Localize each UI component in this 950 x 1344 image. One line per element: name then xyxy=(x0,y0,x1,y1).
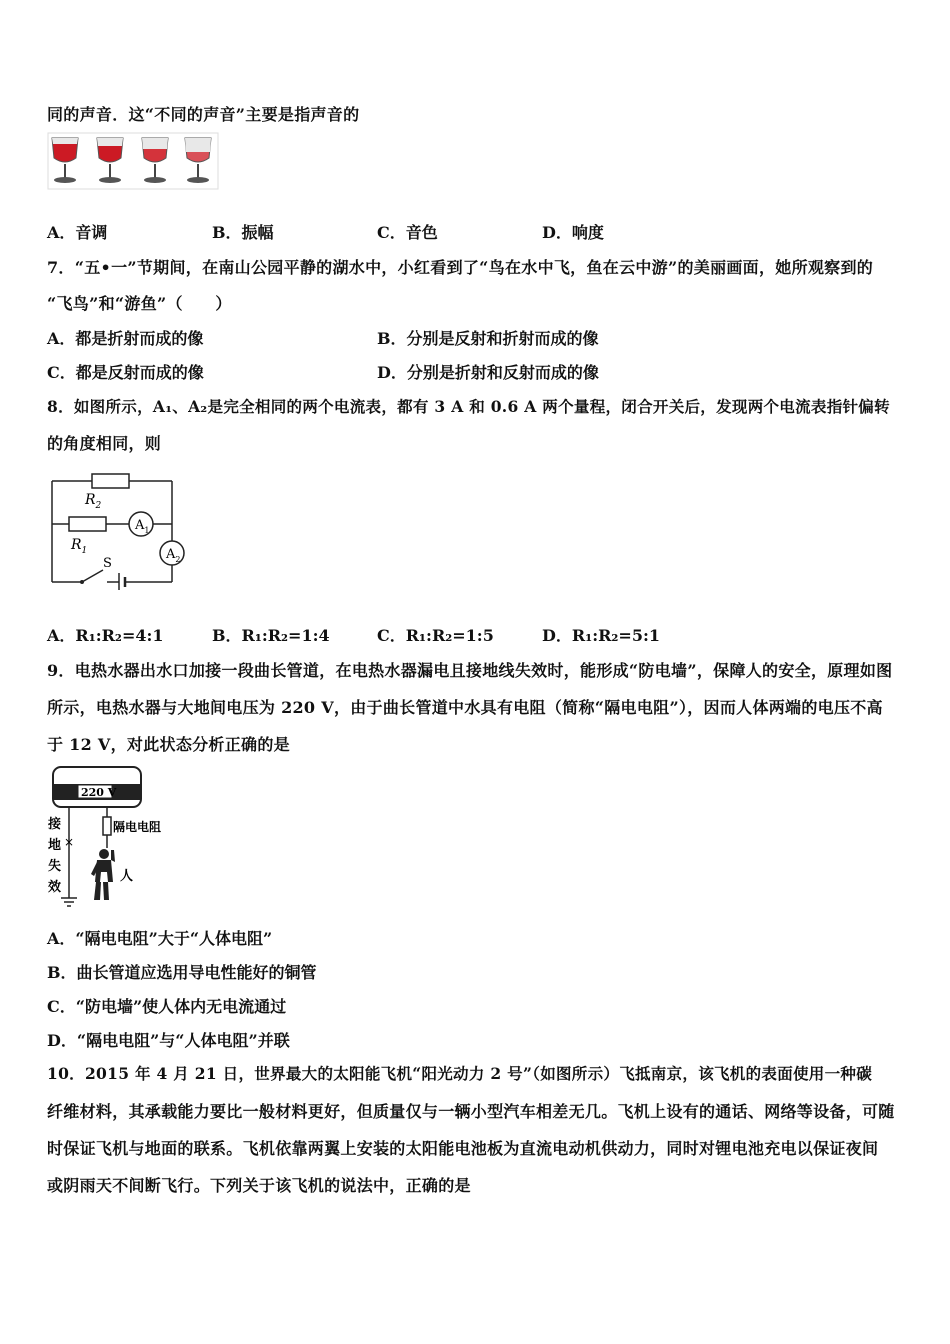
ground-char-1: 接 xyxy=(48,817,62,832)
q8-option-d: D．R₁:R₂=5:1 xyxy=(542,626,660,645)
q8-option-a: A．R₁:R₂=4:1 xyxy=(47,626,164,645)
q6-option-a: A．音调 xyxy=(47,223,108,242)
q8-stem-line1: 8．如图所示，A₁、A₂是完全相同的两个电流表，都有 3 A 和 0.6 A 两个量程，闭合开关后，发现两个电流表指针偏转 xyxy=(47,397,890,416)
q7-stem-line1: 7．“五•一”节期间，在南山公园平静的湖水中，小红看到了“鸟在水中飞，鱼在云中游”的美丽画面，她所观察到的 xyxy=(47,258,874,277)
q8-option-b: B．R₁:R₂=1:4 xyxy=(212,626,330,645)
a2-label: $A_2$ xyxy=(166,547,181,564)
resistor-label: 隔电电阻 xyxy=(113,820,162,834)
q7-option-c: C．都是反射而成的像 xyxy=(47,363,204,382)
q6-option-d: D．响度 xyxy=(542,223,604,242)
ground-char-2: 地 xyxy=(48,838,62,853)
q6-stem: 同的声音．这“不同的声音”主要是指声音的 xyxy=(47,105,360,124)
q7-option-d: D．分别是折射和反射而成的像 xyxy=(377,363,599,382)
water-heater-figure xyxy=(47,764,177,910)
switch-pivot xyxy=(80,580,84,584)
q7-option-a: A．都是折射而成的像 xyxy=(47,329,204,348)
ground-char-3: 失 xyxy=(48,859,62,874)
q9-option-b: B．曲长管道应选用导电性能好的铜管 xyxy=(47,963,317,982)
q9-stem-line3: 于 12 V，对此状态分析正确的是 xyxy=(47,735,290,754)
circuit-diagram xyxy=(47,466,197,590)
q9-stem-line1: 9．电热水器出水口加接一段曲长管道，在电热水器漏电且接地线失效时，能形成“防电墙”，保障人的安全，原理如图 xyxy=(47,661,893,680)
voltage-label: 220 V xyxy=(81,786,117,799)
person-label: 人 xyxy=(120,869,134,884)
a1-label: $A_1$ xyxy=(135,518,150,535)
q8-stem-line2: 的角度相同，则 xyxy=(47,434,162,453)
q10-stem-line4: 或阴雨天不间断飞行。下列关于该飞机的说法中，正确的是 xyxy=(47,1176,471,1195)
q9-option-a: A．“隔电电阻”大于“人体电阻” xyxy=(47,929,273,948)
r2-label: $R_2$ xyxy=(85,492,102,511)
q10-stem-line3: 时保证飞机与地面的联系。飞机依靠两翼上安装的太阳能电池板为直流电动机供动力，同时对锂电池充电以保证夜间 xyxy=(47,1139,879,1158)
q9-option-d: D．“隔电电阻”与“人体电阻”并联 xyxy=(47,1031,290,1050)
switch-label: S xyxy=(103,556,112,571)
ground-char-4: 效 xyxy=(48,880,62,895)
q6-option-c: C．音色 xyxy=(377,223,438,242)
wine-glasses-icon xyxy=(48,133,218,189)
person-icon xyxy=(91,849,115,900)
wine-glasses-figure xyxy=(47,132,219,190)
q6-option-b: B．振幅 xyxy=(212,223,274,242)
q7-option-b: B．分别是反射和折射而成的像 xyxy=(377,329,599,348)
break-mark: × xyxy=(64,835,75,849)
q8-option-c: C．R₁:R₂=1:5 xyxy=(377,626,494,645)
q10-stem-line2: 纤维材料，其承载能力要比一般材料更好，但质量仅与一辆小型汽车相差无几。飞机上设有的通话、网络等设备，可随 xyxy=(47,1102,895,1121)
r1-label: $R_1$ xyxy=(71,537,88,556)
q10-stem-line1: 10．2015 年 4 月 21 日，世界最大的太阳能飞机“阳光动力 2 号”（如图所示）飞抵南京，该飞机的表面使用一种碳 xyxy=(47,1064,873,1083)
q9-option-c: C．“防电墙”使人体内无电流通过 xyxy=(47,997,287,1016)
q9-stem-line2: 所示，电热水器与大地间电压为 220 V，由于曲长管道中水具有电阻（简称“隔电电阻”），因而人体两端的电压不高 xyxy=(47,698,883,717)
q7-stem-line2: “飞鸟”和“游鱼”（ ） xyxy=(47,294,232,313)
